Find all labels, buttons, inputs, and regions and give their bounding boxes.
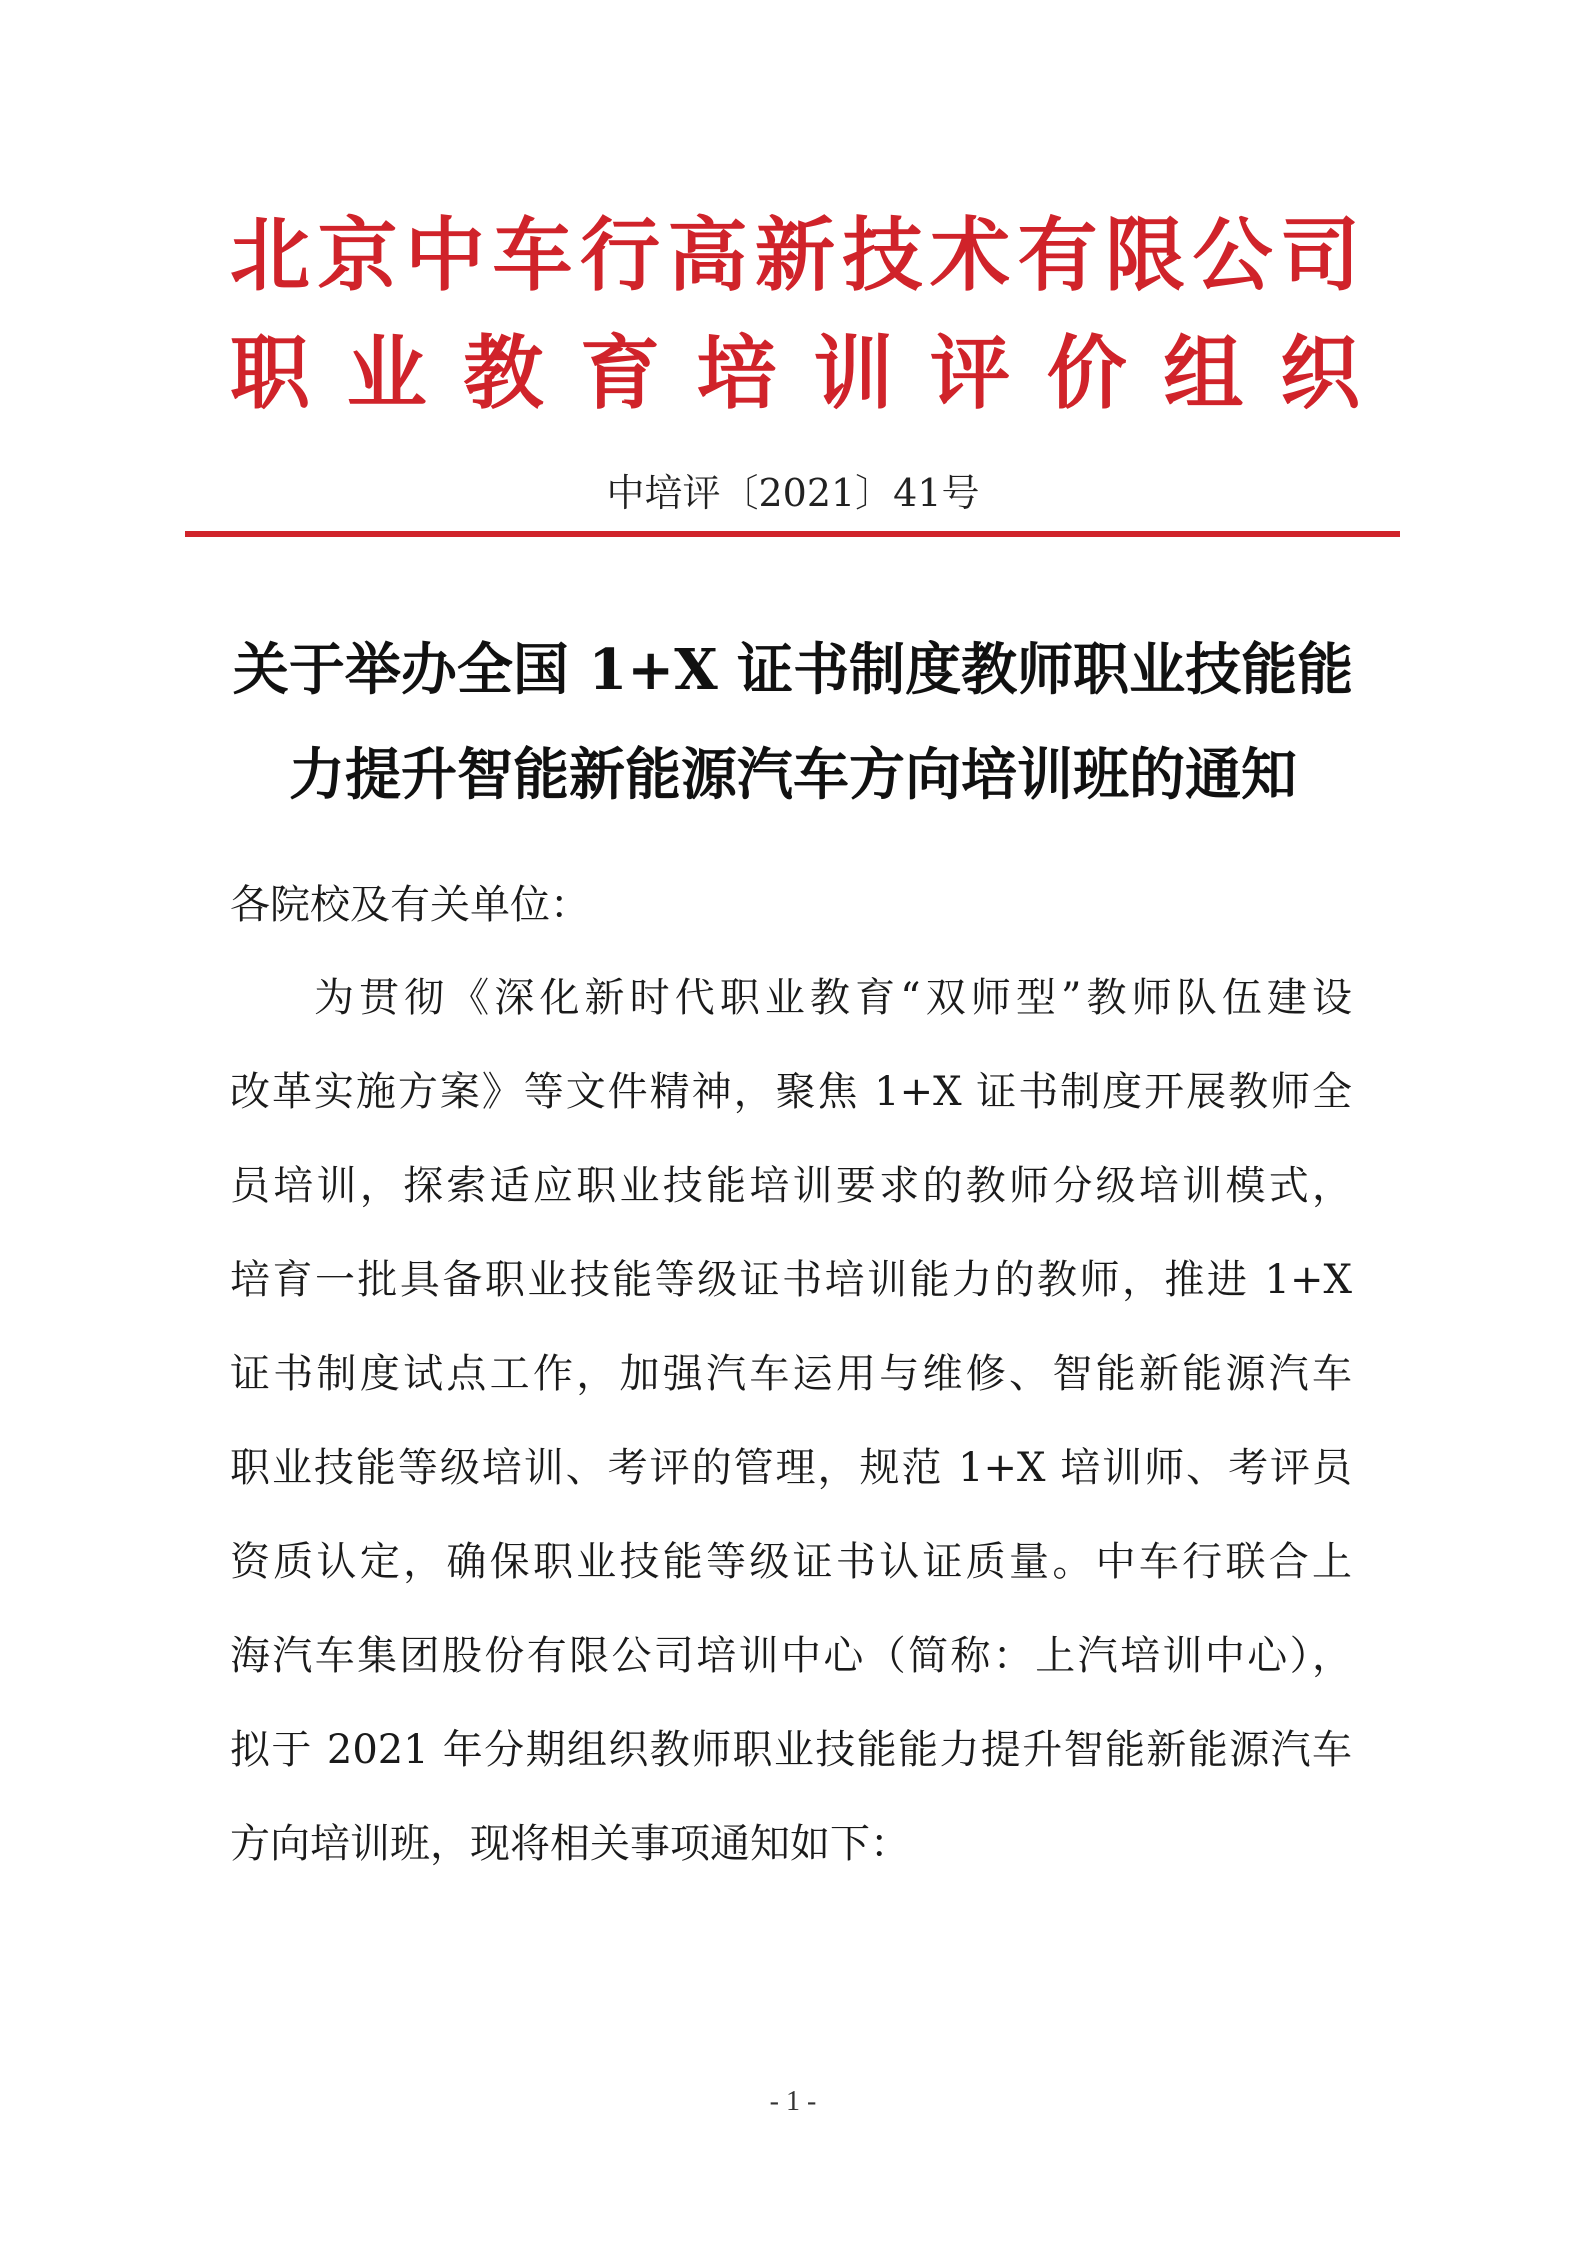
body-text-line: 员培训，探索适应职业技能培训要求的教师分级培训模式， [230,1163,1352,1209]
body-text-line: 拟于 2021 年分期组织教师职业技能能力提升智能新能源汽车 [230,1727,1352,1773]
salutation: 各院校及有关单位： [230,882,590,928]
header-divider [185,531,1400,537]
body-text-line: 海汽车集团股份有限公司培训中心（简称：上汽培训中心）， [230,1633,1352,1679]
page-number: - 1 - [769,2086,817,2117]
issuer-name-line-2: 职业教育培训评价组织 [230,326,1360,420]
body-text-line: 培育一批具备职业技能等级证书培训能力的教师，推进 1+X [230,1257,1352,1303]
document-number: 中培评〔2021〕41号 [606,471,980,515]
body-text-line: 改革实施方案》等文件精神，聚焦 1+X 证书制度开展教师全 [230,1069,1352,1115]
issuer-name-line-1: 北京中车行高新技术有限公司 [230,208,1360,302]
body-text-line: 资质认定，确保职业技能等级证书认证质量。中车行联合上 [230,1539,1352,1585]
body-text-line: 方向培训班，现将相关事项通知如下： [230,1821,910,1867]
body-text-line: 职业技能等级培训、考评的管理，规范 1+X 培训师、考评员 [230,1445,1352,1491]
document-title-line-2: 力提升智能新能源汽车方向培训班的通知 [289,742,1297,808]
document-title-line-1: 关于举办全国 1+X 证书制度教师职业技能能 [232,637,1354,703]
body-text-line: 为贯彻《深化新时代职业教育“双师型”教师队伍建设 [314,975,1352,1021]
body-text-line: 证书制度试点工作，加强汽车运用与维修、智能新能源汽车 [230,1351,1352,1397]
